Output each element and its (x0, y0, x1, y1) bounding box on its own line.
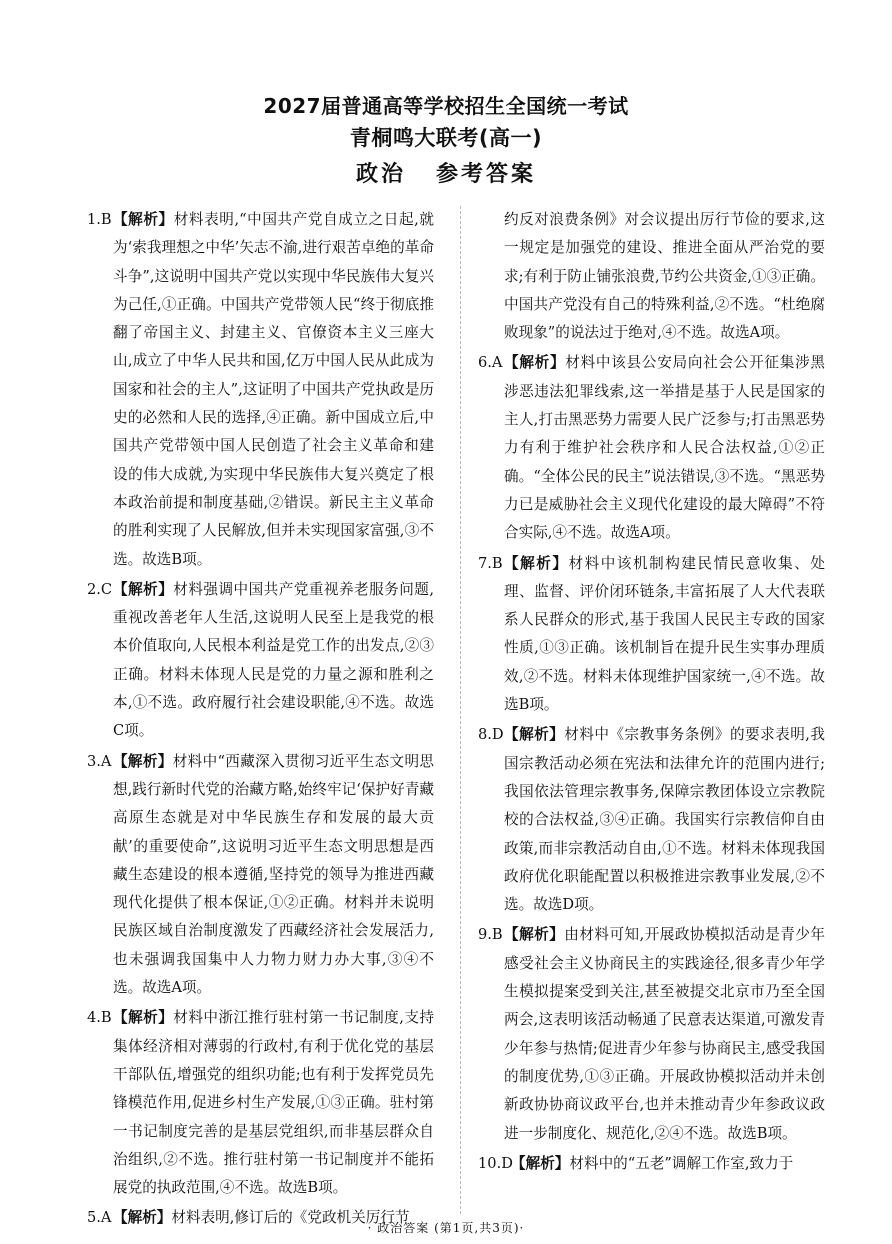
answer-number: 9.B (478, 926, 503, 944)
analysis-text: 材料中的“五老”调解工作室,致力于 (569, 1154, 794, 1172)
answer-number: 6.A (478, 354, 503, 372)
analysis-tag: 【解析】 (113, 1209, 172, 1227)
left-column (87, 206, 434, 1235)
answer-item-7 (478, 550, 825, 720)
answer-number: 8.D (478, 726, 504, 744)
analysis-text: 材料表明,修订后的《党政机关厉行节 (171, 1209, 410, 1227)
answer-number: 10.D (478, 1154, 513, 1172)
right-column (478, 206, 825, 1180)
answer-item-8 (478, 721, 825, 919)
analysis-text: 材料表明,“中国共产党自成立之日起,就为‘索我理想之中华’矢志不渝,进行艰苦卓绝的革命斗争”,这说明中国共产党以实现中华民族伟大复兴为己任,①正确。中国共产党带领人民“终于彻底推翻了帝国主义、封建主义、官僚资本主义三座大山,成立了中华人民共和国,亿万中国人民从此成为国家和社会的主人”,这证明了中国共产党执政是历史的必然和人民的选择,④正确。新中国成立后,中国共产党带领中国人民创造了社会主义革命和建设的伟大成就,为实现中华民族伟大复兴奠定了根本政治前提和制度基础,②错误。新民主主义革命的胜利实现了人民解放,但并未实现国家富强,③不选。故选B项。 (113, 211, 434, 568)
answer-item-9 (478, 921, 825, 1147)
subject-label: 政治 (355, 162, 406, 187)
answer-item-5-continued (478, 206, 825, 347)
analysis-tag: 【解析】 (504, 926, 565, 944)
analysis-tag: 【解析】 (504, 354, 566, 372)
analysis-tag: 【解析】 (504, 726, 565, 744)
doc-type-label: 参考答案 (436, 162, 537, 187)
doc-heading (0, 161, 892, 189)
analysis-text: 材料中该县公安局向社会公开征集涉黑涉恶违法犯罪线索,这一举措是基于人民是国家的主人,打击黑恶势力需要人民广泛参与;打击黑恶势力有利于维护社会秩序和人民合法权益,①②正确。“全体公民的民主”说法错误,③不选。“黑恶势力已是威胁社会主义现代化建设的最大障碍”不符合实际,④不选。故选A项。 (504, 354, 825, 542)
page-footer: · 政治答案 (第1页,共3页)· (367, 1221, 525, 1235)
answer-item-2 (87, 576, 434, 746)
answer-item-3 (87, 748, 434, 1003)
answer-item-1 (87, 206, 434, 574)
analysis-text: 材料强调中国共产党重视养老服务问题,重视改善老年人生活,这说明人民至上是我党的根本价值取向,人民根本利益是党工作的出发点,②③正确。材料未体现人民是党的力量之源和胜利之本,①不选。政府履行社会建设职能,④不选。故选C项。 (113, 580, 434, 740)
analysis-text: 材料中该机制构建民情民意收集、处理、监督、评价闭环链条,丰富拓展了人大代表联系人民群众的形式,基于我国人民民主专政的国家性质,①③正确。该机制旨在提升民生实事办理质效,②不选。材料未体现维护国家统一,④不选。故选B项。 (504, 554, 825, 714)
analysis-tag: 【解析】 (113, 752, 173, 770)
answer-number: 2.C (87, 580, 113, 598)
column-divider (460, 206, 461, 1214)
analysis-tag: 【解析】 (113, 1009, 174, 1027)
answer-item-10 (478, 1150, 825, 1178)
analysis-text: 约反对浪费条例》对会议提出厉行节俭的要求,这一规定是加强党的建设、推进全面从严治党的要求;有利于防止铺张浪费,节约公共资金,①③正确。中国共产党没有自己的特殊利益,②不选。“杜绝腐败现象”的说法过于绝对,④不选。故选A项。 (504, 211, 825, 342)
answer-number: 7.B (478, 554, 503, 572)
analysis-text: 材料中《宗教事务条例》的要求表明,我国宗教活动必须在宪法和法律允许的范围内进行;我国依法管理宗教事务,保障宗教团体设立宗教院校的合法权益,③④正确。我国实行宗教信仰自由政策,而非宗教活动自由,①不选。材料未体现我国政府优化职能配置以积极推进宗教事业发展,②不选。故选D项。 (504, 726, 825, 914)
analysis-tag: 【解析】 (113, 211, 174, 228)
analysis-tag: 【解析】 (511, 1154, 570, 1172)
answer-number: 1.B (87, 211, 112, 228)
analysis-text: 材料中浙江推行驻村第一书记制度,支持集体经济相对薄弱的行政村,有利于优化党的基层干部队伍,增强党的组织功能;也有利于发挥党员先锋模范作用,促进乡村生产发展,①③正确。驻村第一书记制度完善的是基层党组织,而非基层群众自治组织,②不选。推行驻村第一书记制度并不能拓展党的执政范围,④不选。故选B项。 (113, 1009, 434, 1197)
analysis-text: 由材料可知,开展政协模拟活动是青少年感受社会主义协商民主的实践途径,很多青少年学生模拟提案受到关注,甚至被提交北京市乃至全国两会,这表明该活动畅通了民意表达渠道,可激发青少年参与热情;促进青少年参与协商民主,感受我国的制度优势,①③正确。开展政协模拟活动并未创新政协协商议政平台,也并未推动青少年参政议政进一步制度化、规范化,②④不选。故选B项。 (504, 926, 825, 1142)
answer-item-4 (87, 1004, 434, 1202)
answer-number: 3.A (87, 752, 112, 770)
analysis-text: 材料中“西藏深入贯彻习近平生态文明思想,践行新时代党的治藏方略,始终牢记‘保护好青藏高原生态就是对中华民族生存和发展的最大贡献’的重要使命”,这说明习近平生态文明思想是西藏生态建设的根本遵循,坚持党的领导为推进西藏现代化提供了根本保证,①②正确。材料并未说明民族区域自治制度激发了西藏经济社会发展活力,也未强调我国集中人力物力财力办大事,③④不选。故选A项。 (113, 752, 434, 997)
exam-title: 2027届普通高等学校招生全国统一考试 (263, 94, 629, 118)
analysis-tag: 【解析】 (113, 580, 174, 598)
answer-item-6 (478, 349, 825, 547)
answer-number: 4.B (87, 1009, 112, 1027)
exam-subtitle: 青桐鸣大联考(高一) (349, 126, 543, 150)
analysis-tag: 【解析】 (504, 554, 569, 572)
answer-number: 5.A (87, 1209, 112, 1227)
